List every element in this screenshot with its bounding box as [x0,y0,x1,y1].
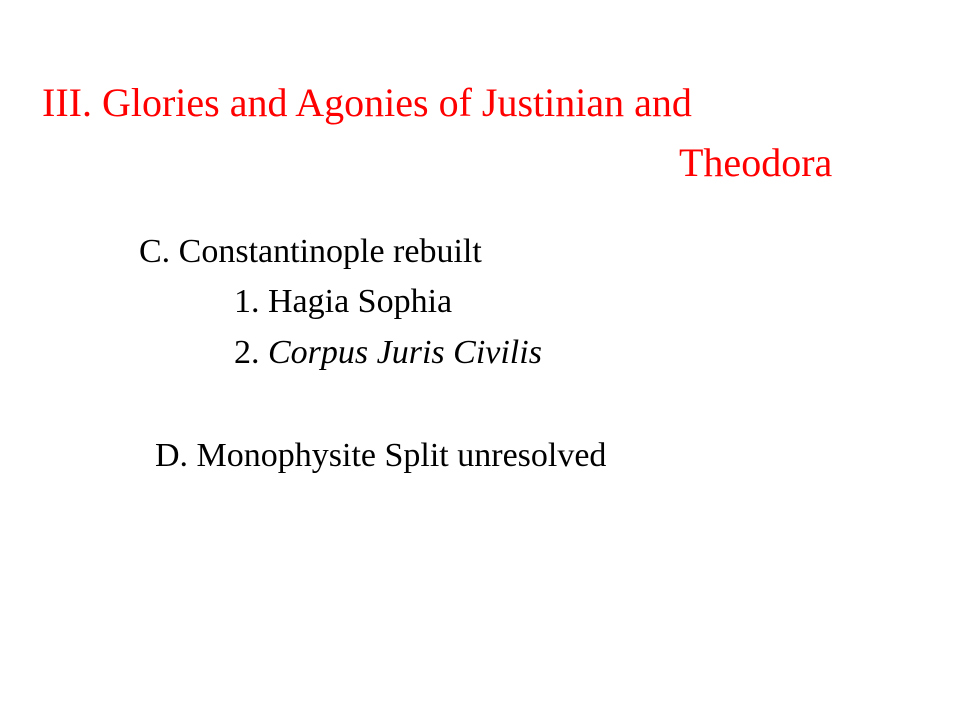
slide-title-line-2: Theodora [679,140,833,185]
outline-item-2-number: 2. [234,334,268,371]
outline-item-2 [234,333,542,373]
outline-section-c: C. Constantinople rebuilt [139,233,482,270]
outline-item-2-title: Corpus Juris Civilis [268,334,542,371]
outline-item-1: 1. Hagia Sophia [234,283,453,320]
outline-section-d: D. Monophysite Split unresolved [155,437,607,474]
slide-title-line-1: III. Glories and Agonies of Justinian and [42,80,692,125]
